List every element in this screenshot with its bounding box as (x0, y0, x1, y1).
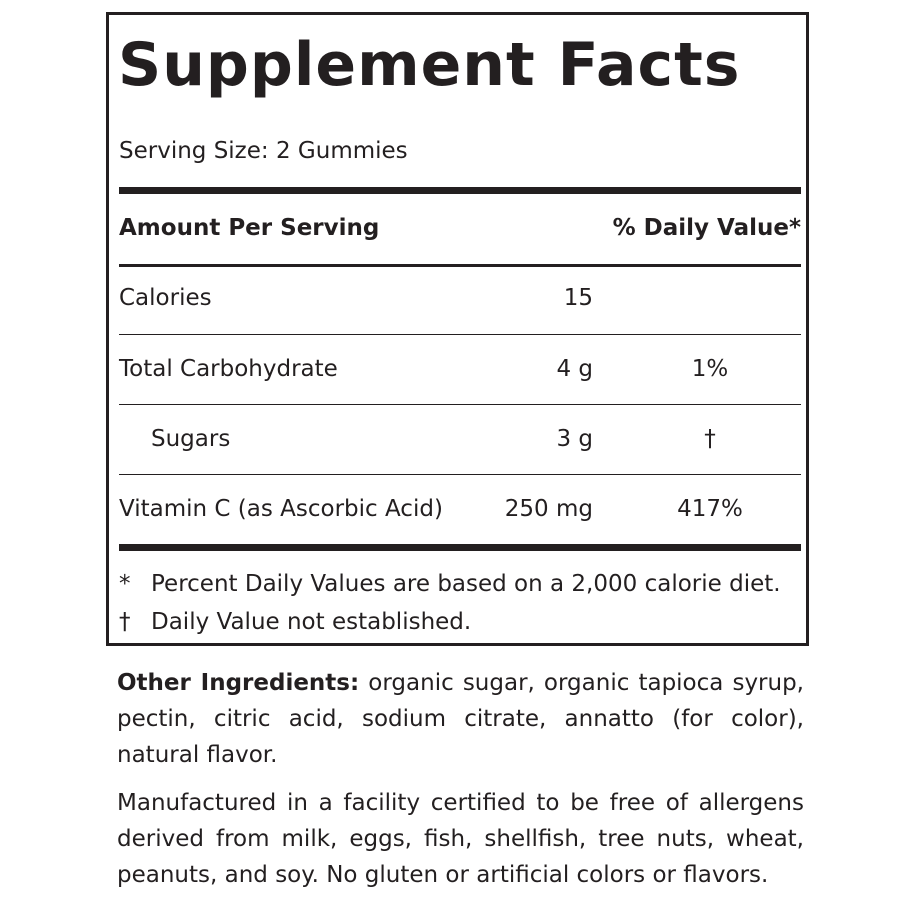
nutrient-row (119, 278, 801, 318)
amount-per-serving-label: Amount Per Serving (119, 215, 380, 241)
nutrient-row (119, 489, 801, 529)
nutrient-amount: 15 (563, 285, 593, 311)
nutrient-name: Sugars (151, 426, 231, 452)
other-ingredients-label: Other Ingredients: (117, 670, 360, 696)
footnote-text: Percent Daily Values are based on a 2,000 calorie diet. (151, 571, 781, 597)
row-divider (119, 474, 801, 475)
nutrient-name: Total Carbohydrate (119, 356, 338, 382)
nutrient-amount: 250 mg (504, 496, 593, 522)
header-row (119, 208, 801, 248)
allergen-statement: Manufactured in a facility certified to be free of allergens derived from milk, eggs, fish, shellfish, tree nuts, wheat, peanuts, and soy. No gluten or artificial colors or flavors. (117, 790, 804, 888)
serving-size: Serving Size: 2 Gummies (119, 138, 408, 164)
medium-divider (119, 264, 801, 267)
nutrient-amount: 3 g (556, 426, 593, 452)
nutrient-row (119, 419, 801, 459)
thick-divider (119, 187, 801, 194)
thick-divider (119, 544, 801, 551)
footnote-text: Daily Value not established. (151, 609, 472, 635)
row-divider (119, 404, 801, 405)
nutrient-daily-value: 1% (691, 356, 729, 382)
other-ingredients-text: organic sugar, organic tapioca syrup, pectin, citric acid, sodium citrate, annatto (for color), natural flavor. (117, 670, 804, 768)
nutrient-daily-value: 417% (677, 496, 743, 522)
other-ingredients (117, 665, 804, 773)
nutrient-amount: 4 g (556, 356, 593, 382)
nutrient-row (119, 349, 801, 389)
row-divider (119, 334, 801, 335)
nutrient-name: Calories (119, 285, 212, 311)
footnote-percent-daily-values (119, 566, 801, 602)
footnote-daily-value-not-established (119, 604, 801, 640)
daily-value-label: % Daily Value* (612, 215, 801, 241)
footnote-symbol: * (119, 571, 131, 597)
nutrient-name: Vitamin C (as Ascorbic Acid) (119, 496, 443, 522)
nutrient-daily-value: † (704, 426, 716, 452)
supplement-facts-panel (106, 12, 809, 646)
footnote-symbol: † (119, 609, 131, 635)
panel-title: Supplement Facts (118, 30, 741, 100)
